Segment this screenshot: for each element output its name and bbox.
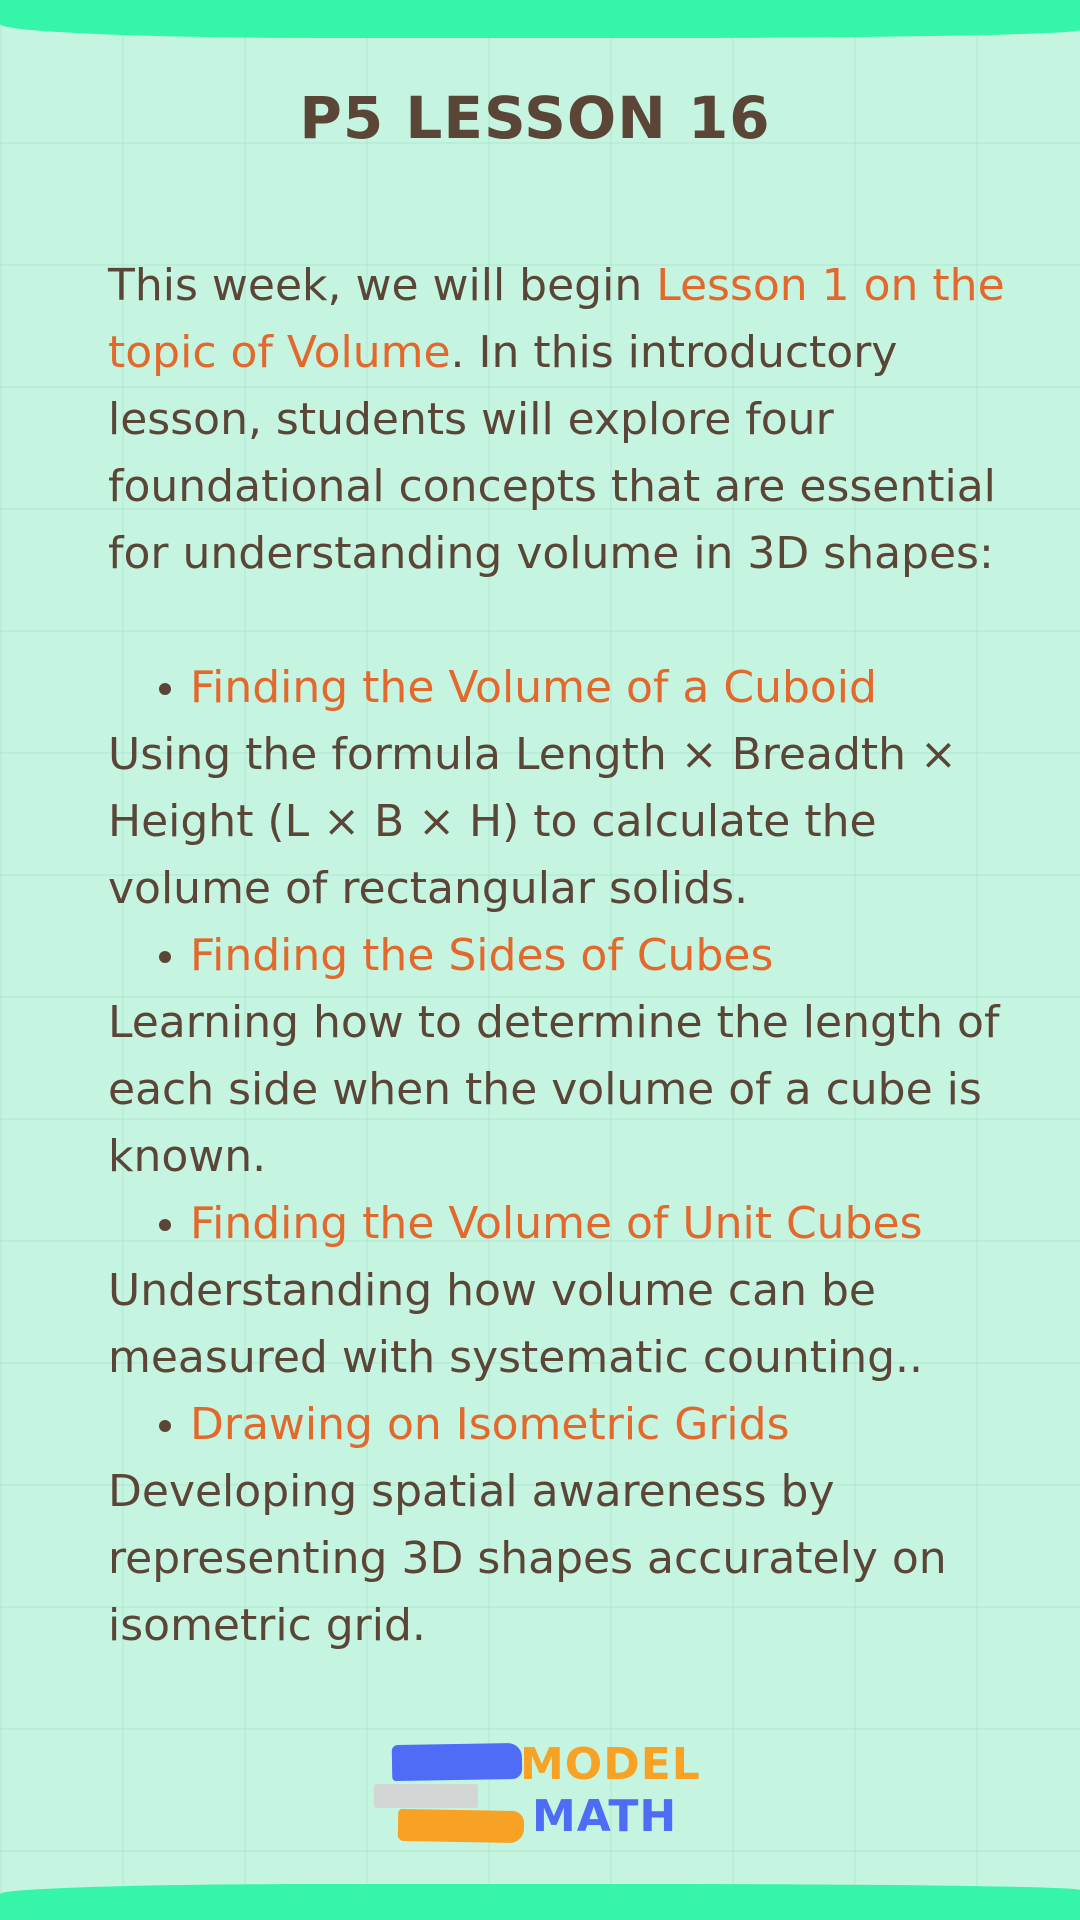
logo-word-model: MODEL xyxy=(520,1739,701,1790)
logo-gray-bar-icon xyxy=(374,1784,478,1808)
topic-heading-line xyxy=(108,1391,1038,1458)
intro-highlight: Lesson 1 on the topic of Volume xyxy=(108,260,1005,378)
bullet-icon xyxy=(159,1420,171,1432)
topic-item xyxy=(108,1190,1038,1391)
topic-heading: Finding the Sides of Cubes xyxy=(190,930,774,981)
topic-heading-line xyxy=(108,922,1038,989)
logo-orange-bar-icon xyxy=(398,1809,525,1843)
bullet-icon xyxy=(159,951,171,963)
topic-description: Understanding how volume can be measured with systematic counting.. xyxy=(108,1265,923,1383)
logo-blue-bar-icon xyxy=(392,1743,523,1781)
intro-text-after: . In this introductory lesson, students will explore four foundational concepts that are essential for understanding volume in 3D shapes: xyxy=(108,327,996,579)
topic-item xyxy=(108,1391,1038,1659)
model-math-logo xyxy=(372,1740,712,1848)
intro-text-before: This week, we will begin xyxy=(108,260,657,311)
topic-item xyxy=(108,922,1038,1190)
page-title: P5 LESSON 16 xyxy=(299,84,771,152)
topic-description: Using the formula Length × Breadth × Height (L × B × H) to calculate the volume of rectangular solids. xyxy=(108,729,957,914)
topic-list xyxy=(108,654,1038,1659)
topic-heading: Finding the Volume of a Cuboid xyxy=(190,662,877,713)
bottom-brush-stroke xyxy=(0,1884,1080,1920)
topic-description: Developing spatial awareness by representing 3D shapes accurately on isometric grid. xyxy=(108,1466,947,1651)
logo-word-math: MATH xyxy=(532,1791,678,1842)
topic-item xyxy=(108,654,1038,922)
top-brush-stroke xyxy=(0,0,1080,38)
bullet-icon xyxy=(159,683,171,695)
bullet-icon xyxy=(159,1219,171,1231)
lesson-content xyxy=(108,252,1038,1659)
spacer xyxy=(108,587,1038,654)
topic-description: Learning how to determine the length of each side when the volume of a cube is known. xyxy=(108,997,1000,1182)
topic-heading: Finding the Volume of Unit Cubes xyxy=(190,1198,923,1249)
topic-heading: Drawing on Isometric Grids xyxy=(190,1399,790,1450)
topic-heading-line xyxy=(108,654,1038,721)
topic-heading-line xyxy=(108,1190,1038,1257)
intro-paragraph xyxy=(108,252,1038,587)
